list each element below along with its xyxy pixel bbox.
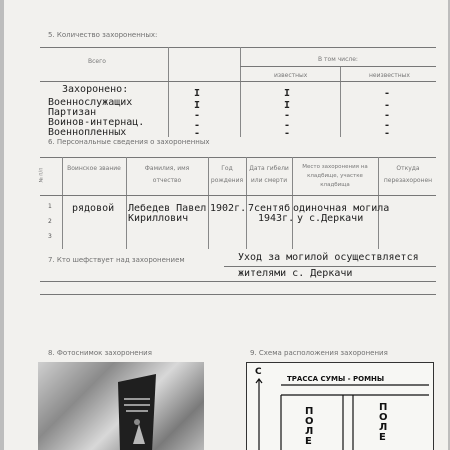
section7-line-b xyxy=(40,281,436,282)
row-buried-label: Захоронено: xyxy=(62,84,129,95)
north-label: С xyxy=(255,367,262,377)
num-header: № п/п xyxy=(38,167,45,183)
table6-divider-2 xyxy=(126,157,127,249)
col-unknown-header: неизвестных xyxy=(369,72,410,79)
table5-sub-line xyxy=(240,66,436,67)
internationalists-unknown: - xyxy=(384,120,391,131)
death-header: Дата гибели или смерти xyxy=(249,165,289,184)
row-number-3: 3 xyxy=(48,233,52,240)
section8-title: 8. Фотоснимок захоронения xyxy=(48,349,152,357)
entry-birth: 1902г. xyxy=(210,203,247,214)
document-sheet xyxy=(4,0,448,450)
pows-unknown: - xyxy=(384,128,391,139)
from-header: Откуда перезахоронен xyxy=(383,165,433,184)
col-known-header: известных xyxy=(274,72,308,79)
entry-place-line2: у с.Деркачи xyxy=(297,213,364,224)
table5-header-bottom xyxy=(40,81,436,82)
internationalists-total: - xyxy=(194,120,201,131)
partisans-known: - xyxy=(284,110,291,121)
field-right-label: ПОЛЕ xyxy=(379,402,388,443)
entry-death-line2: 1943г. xyxy=(258,213,295,224)
grave-photo-image xyxy=(38,362,204,450)
table5-divider-3 xyxy=(340,66,341,137)
internationalists-known: - xyxy=(284,120,291,131)
servicemen-unknown: - xyxy=(384,100,391,111)
entry-name-line2: Кириллович xyxy=(128,213,189,224)
partisans-total: - xyxy=(194,110,201,121)
buried-unknown: - xyxy=(384,88,391,99)
grave-photo xyxy=(38,362,204,450)
place-header: Место захоронения на кладбище, участке кладбища xyxy=(302,164,368,188)
rank-header: Воинское звание xyxy=(67,165,121,172)
servicemen-known: I xyxy=(284,100,291,111)
name-header: Фамилия, имя отчество xyxy=(144,165,190,184)
entry-rank: рядовой xyxy=(72,203,115,214)
pows-known: - xyxy=(284,128,291,139)
entry-place-line1: одиночная могила xyxy=(293,203,390,214)
row-number-1: 1 xyxy=(48,203,52,210)
servicemen-total: I xyxy=(194,100,201,111)
row-pows-label: Военнопленных xyxy=(48,127,127,138)
patronage-line1: Уход за могилой осуществляется xyxy=(238,252,419,263)
table6-divider-1 xyxy=(62,157,63,249)
table6-header-bottom xyxy=(40,195,436,196)
table6-divider-4 xyxy=(246,157,247,249)
buried-known: I xyxy=(284,88,291,99)
row-number-2: 2 xyxy=(48,218,52,225)
row-partisans-label: Партизан xyxy=(48,107,97,118)
birth-header: Год рождения xyxy=(210,165,244,184)
table5-divider-1 xyxy=(168,47,169,137)
road-label: ТРАССА СУМЫ - РОМНЫ xyxy=(287,375,385,383)
obelisk-emblem xyxy=(134,419,140,425)
section9-title: 9. Схема расположения захоронения xyxy=(250,349,388,357)
obelisk-inscription-line-2 xyxy=(124,404,150,406)
table5-divider-2 xyxy=(240,47,241,137)
section7-title: 7. Кто шефствует над захоронением xyxy=(48,256,185,264)
location-scheme xyxy=(246,362,434,450)
partisans-unknown: - xyxy=(384,110,391,121)
patronage-line2: жителями с. Деркачи xyxy=(238,268,353,279)
obelisk-inscription-line-1 xyxy=(124,398,150,400)
col-total-header: Всего xyxy=(88,58,106,65)
buried-total: I xyxy=(194,88,201,99)
entry-name-line1: Лебедев Павел xyxy=(128,203,207,214)
row-internationalists-label: Воинов-интернац. xyxy=(48,117,145,128)
section5-title: 5. Количество захороненных: xyxy=(48,31,158,39)
col-of-them-header: В том числе: xyxy=(318,56,358,63)
table5-top-line xyxy=(40,47,436,48)
table6-divider-3 xyxy=(208,157,209,249)
table6-top-line xyxy=(40,157,436,158)
section7-line-a xyxy=(224,266,436,267)
row-servicemen-label: Военнослужащих xyxy=(48,97,133,108)
entry-death-line1: 7сентяб xyxy=(248,203,291,214)
obelisk-inscription-line-3 xyxy=(126,410,148,412)
section6-title: 6. Персональные сведения о захороненных xyxy=(48,138,210,146)
pows-total: - xyxy=(194,128,201,139)
field-left-label: ПОЛЕ xyxy=(305,406,314,447)
section7-line-c xyxy=(40,294,436,295)
